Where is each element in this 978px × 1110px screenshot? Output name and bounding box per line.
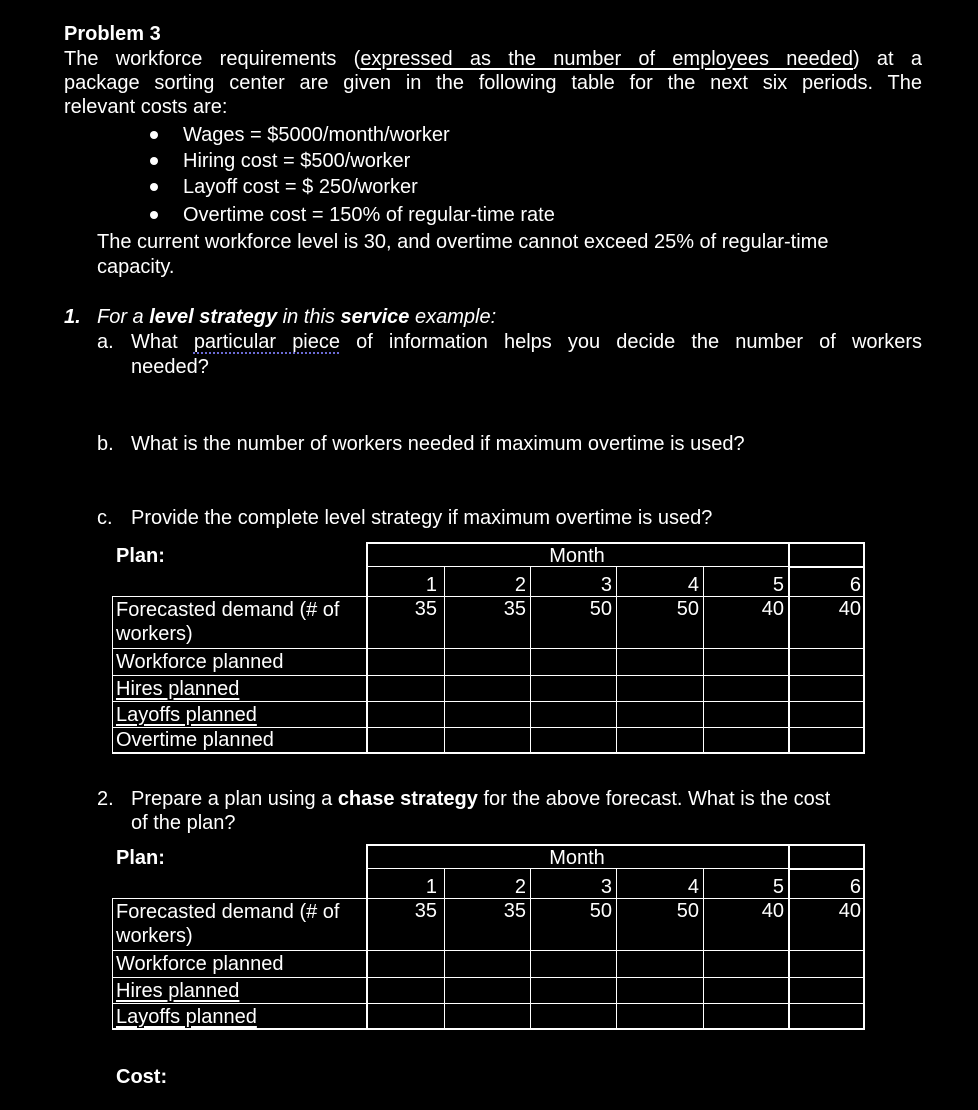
month-header: Month xyxy=(549,545,605,567)
row-label: Hires planned xyxy=(116,980,240,1002)
month-number: 2 xyxy=(514,574,526,596)
cost-item: Hiring cost = $500/worker xyxy=(183,150,411,172)
demand-label: Forecasted demand (# of xyxy=(116,599,340,621)
month-number: 5 xyxy=(772,574,784,596)
demand-label-2: workers) xyxy=(116,925,193,947)
q1a-text: What particular piece of information helps you decide the number of workers xyxy=(131,331,922,353)
month-number: 2 xyxy=(514,876,526,898)
row-label: Workforce planned xyxy=(116,651,284,673)
month-number: 3 xyxy=(600,574,612,596)
bullet-icon xyxy=(150,157,158,165)
intro-line-3: relevant costs are: xyxy=(64,96,228,118)
row-label: Hires planned xyxy=(116,678,240,700)
demand-value: 35 xyxy=(414,900,437,922)
q1-text: For a level strategy in this service example: xyxy=(97,306,497,328)
q1-number: 1. xyxy=(64,306,81,328)
demand-value: 35 xyxy=(414,598,437,620)
month-header: Month xyxy=(549,847,605,869)
plan-label: Plan: xyxy=(116,847,165,869)
row-label: Workforce planned xyxy=(116,953,284,975)
demand-value: 40 xyxy=(838,900,861,922)
q1c-letter: c. xyxy=(97,507,113,529)
bullet-icon xyxy=(150,183,158,191)
q1c-text: Provide the complete level strategy if maximum overtime is used? xyxy=(131,507,713,529)
plan-label: Plan: xyxy=(116,545,165,567)
cost-label: Cost: xyxy=(116,1066,168,1088)
month-number: 5 xyxy=(772,876,784,898)
month-number: 1 xyxy=(425,574,437,596)
demand-value: 35 xyxy=(503,900,526,922)
demand-value: 50 xyxy=(676,598,699,620)
demand-value: 40 xyxy=(838,598,861,620)
demand-value: 50 xyxy=(589,598,612,620)
month-number: 4 xyxy=(687,574,699,596)
demand-value: 50 xyxy=(676,900,699,922)
row-label: Layoffs planned xyxy=(116,704,257,726)
cost-item: Layoff cost = $ 250/worker xyxy=(183,176,418,198)
demand-value: 40 xyxy=(761,598,784,620)
q1b-text: What is the number of workers needed if maximum overtime is used? xyxy=(131,433,745,455)
row-label: Layoffs planned xyxy=(116,1006,257,1028)
q2-line-2: of the plan? xyxy=(131,812,236,834)
cost-item: Overtime cost = 150% of regular-time rate xyxy=(183,204,555,226)
demand-value: 40 xyxy=(761,900,784,922)
month-number: 4 xyxy=(687,876,699,898)
demand-label: Forecasted demand (# of xyxy=(116,901,340,923)
intro-line-2: package sorting center are given in the following table for the next six periods. The xyxy=(64,72,922,94)
q2-number: 2. xyxy=(97,788,114,810)
month-number: 6 xyxy=(849,876,861,898)
demand-label-2: workers) xyxy=(116,623,193,645)
q1b-letter: b. xyxy=(97,433,114,455)
problem-title: Problem 3 xyxy=(64,23,161,45)
current-workforce-line-1: The current workforce level is 30, and overtime cannot exceed 25% of regular-time xyxy=(97,231,829,253)
month-number: 3 xyxy=(600,876,612,898)
q1a-letter: a. xyxy=(97,331,114,353)
q1a-line-2: needed? xyxy=(131,356,209,378)
demand-value: 35 xyxy=(503,598,526,620)
q2-text: Prepare a plan using a chase strategy for the above forecast. What is the cost xyxy=(131,788,831,810)
demand-value: 50 xyxy=(589,900,612,922)
bullet-icon xyxy=(150,211,158,219)
bullet-icon xyxy=(150,131,158,139)
month-number: 1 xyxy=(425,876,437,898)
cost-item: Wages = $5000/month/worker xyxy=(183,124,450,146)
intro-line-1: The workforce requirements (expressed as the number of employees needed) at a xyxy=(64,48,922,70)
row-label: Overtime planned xyxy=(116,729,274,751)
month-number: 6 xyxy=(849,574,861,596)
current-workforce-line-2: capacity. xyxy=(97,256,175,278)
